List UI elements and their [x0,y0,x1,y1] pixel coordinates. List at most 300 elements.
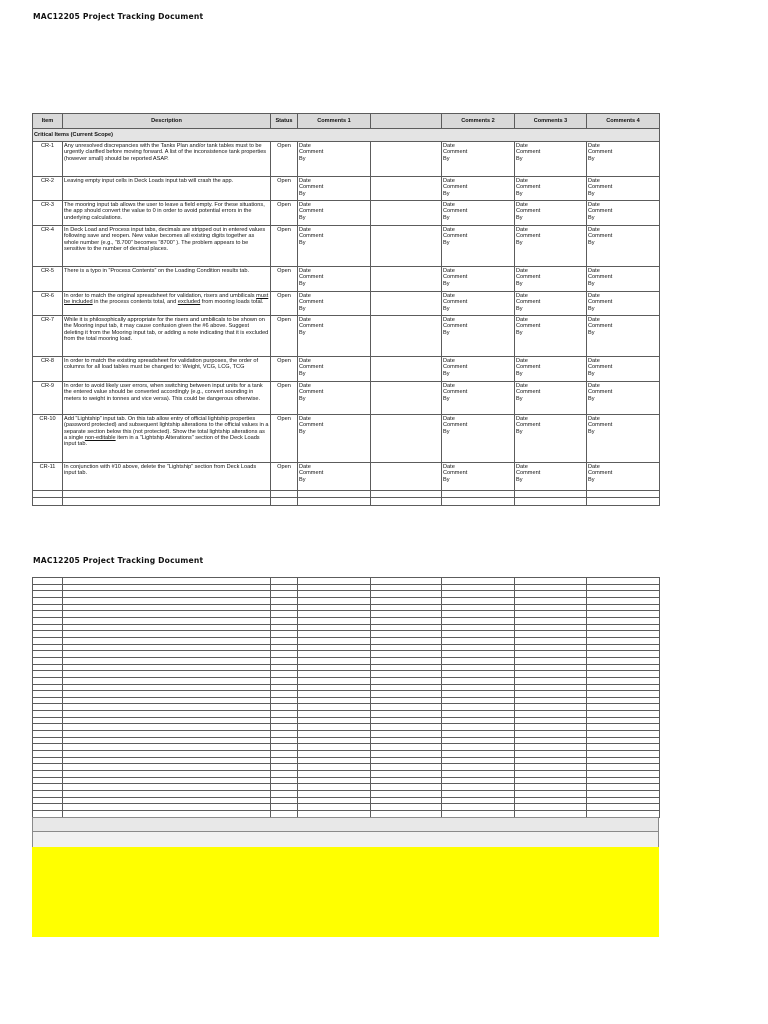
comment-label: Date [443,464,455,470]
comments-4-cell [587,142,660,177]
blank-cell [63,797,271,804]
blank-cell [587,631,660,638]
blank-cell [298,637,371,644]
blank-cell [442,597,515,604]
blank-cell [515,617,587,624]
blank-cell [271,751,298,758]
blank-cell [587,611,660,618]
blank-row [33,578,660,585]
blank-cell [271,777,298,784]
blank-cell [515,737,587,744]
header-item: Item [33,114,63,129]
comment-label: Comment [299,184,324,191]
comment-label: Date [299,227,311,233]
blank-cell [587,771,660,778]
blank-cell [271,744,298,751]
blank-cell [63,737,271,744]
blank-cell [587,624,660,631]
comments-3-cell [515,316,587,357]
blank-cell [271,597,298,604]
comments-3-cell [515,415,587,463]
blank-cell [587,791,660,798]
comment-label: Comment [443,389,468,396]
blank-row [33,637,660,644]
comment-label: Date [443,178,455,184]
comment-label: Date [443,317,455,323]
blank-cell [33,731,63,738]
comment-label: By [299,428,306,435]
blank-cell [33,651,63,658]
description-text: in the process contents total, and [92,299,178,306]
comment-label: By [516,370,523,377]
comments-2-cell [442,357,515,382]
blank-cell [298,657,371,664]
comment-label: Date [516,227,528,233]
comments-1-cell [298,292,371,316]
item-cell: CR-10 [33,415,63,463]
empty-cell [63,491,271,498]
blank-cell [63,757,271,764]
blank-cell [515,744,587,751]
empty-cell [515,498,587,506]
blank-cell [371,651,442,658]
blank-cell [271,651,298,658]
blank-row [33,784,660,791]
comment-label: Comment [299,208,324,215]
blank-cell [298,631,371,638]
blank-cell [33,624,63,631]
comments-4-cell [587,201,660,226]
blank-cell [442,664,515,671]
comment-label: Date [299,178,311,184]
comment-label: By [516,155,523,162]
comment-label: By [516,329,523,336]
comment-label: Date [588,268,600,274]
status-cell: Open [271,201,298,226]
blank-cell [271,691,298,698]
yellow-highlight-block [32,847,659,937]
description-cell [63,226,271,267]
comment-label: Comment [588,149,613,156]
blank-cell [271,657,298,664]
comments-3-cell [515,267,587,292]
blank-cell [587,764,660,771]
comment-label: By [299,476,306,483]
blank-cell [515,691,587,698]
comment-label: Comment [588,208,613,215]
blank-cell [587,711,660,718]
comment-label: By [443,329,450,336]
comment-label: Comment [516,470,541,477]
blank-cell [33,578,63,585]
empty-cell [271,491,298,498]
status-cell: Open [271,142,298,177]
blank-cell [371,604,442,611]
comment-label: Date [299,464,311,470]
description-text: In Deck Load and Process input tabs, decimals are stripped out in entered values following save and reopen. New value becomes all existing digits together as whole number (e.g., “8.700” becomes “8700” ). The problem appears to be sensitive to the number of decimal places. [64,227,266,252]
table-row [33,292,660,316]
table-row [33,142,660,177]
comment-label: Date [588,416,600,422]
empty-cell [33,491,63,498]
blank-cell [442,604,515,611]
blank-cell [371,637,442,644]
description-text: Any unresolved discrepancies with the Tanks Plan and/or tank tables must to be urgently clarified before moving forward. A list of the inconsistence tank properties (however small) should be reported ASAP. [64,143,267,162]
comment-label: Date [443,358,455,364]
comment-label: By [588,428,595,435]
blank-row [33,791,660,798]
comment-label: Comment [299,389,324,396]
blank-cell [271,797,298,804]
comments-4-cell [587,316,660,357]
comment-label: Comment [443,422,468,429]
blank-cell [63,651,271,658]
blank-cell [371,797,442,804]
comment-label: By [299,239,306,246]
blank-cell [371,415,442,463]
blank-cell [298,757,371,764]
comments-1-cell [298,382,371,415]
blank-cell [298,684,371,691]
blank-cell [587,697,660,704]
blank-cell [298,704,371,711]
comment-label: By [516,239,523,246]
blank-cell [63,617,271,624]
description-cell [63,142,271,177]
comment-label: By [443,370,450,377]
blank-cell [442,704,515,711]
comments-2-cell [442,267,515,292]
blank-cell [515,578,587,585]
comment-label: By [588,305,595,312]
comment-label: Comment [516,389,541,396]
comments-3-cell [515,463,587,491]
blank-row [33,657,660,664]
blank-cell [442,744,515,751]
blank-cell [63,771,271,778]
blank-cell [371,697,442,704]
blank-cell [515,751,587,758]
status-cell: Open [271,463,298,491]
description-text: item in a “Lightship Alterations” section of the Deck Loads input tab. [64,434,260,448]
blank-cell [515,777,587,784]
blank-cell [442,637,515,644]
blank-cell [371,382,442,415]
blank-cell [298,751,371,758]
comment-label: Comment [299,323,324,330]
empty-cell [33,498,63,506]
blank-cell [63,624,271,631]
table-row [33,463,660,491]
blank-cell [442,771,515,778]
comment-label: By [443,239,450,246]
blank-cell [371,757,442,764]
blank-cell [587,804,660,811]
blank-cell [33,677,63,684]
comment-label: Date [588,358,600,364]
table-row [33,267,660,292]
blank-cell [33,724,63,731]
blank-row [33,704,660,711]
status-cell: Open [271,267,298,292]
blank-cell [33,804,63,811]
comment-label: By [588,370,595,377]
table-row [33,415,660,463]
comment-label: Date [299,143,311,149]
comment-label: By [516,395,523,402]
blank-cell [371,142,442,177]
blank-cell [371,737,442,744]
blank-cell [442,784,515,791]
blank-cell [587,717,660,724]
blank-cell [371,717,442,724]
blank-row [33,591,660,598]
blank-cell [371,578,442,585]
description-text: There is a typo in “Process Contents” on the Loading Condition results tab. [64,268,250,274]
grey-summary-band-2 [32,832,659,847]
blank-cell [587,604,660,611]
comments-1-cell [298,267,371,292]
status-cell: Open [271,382,298,415]
blank-cell [298,651,371,658]
blank-cell [271,711,298,718]
blank-cell [371,292,442,316]
comment-label: Comment [516,323,541,330]
blank-cell [442,697,515,704]
empty-row [33,491,660,498]
blank-cell [442,731,515,738]
blank-cell [271,764,298,771]
status-cell: Open [271,292,298,316]
comment-label: By [443,476,450,483]
blank-cell [271,717,298,724]
description-cell [63,292,271,316]
blank-cell [63,731,271,738]
comments-4-cell [587,463,660,491]
blank-cell [515,677,587,684]
comment-label: By [299,395,306,402]
description-text: In order to match the existing spreadsheet for validation purposes, the order of columns for all load tables must be changed to: Weight, VCG, LCG, TCG [64,358,259,371]
blank-cell [63,657,271,664]
blank-cell [298,677,371,684]
item-cell: CR-11 [33,463,63,491]
blank-row [33,717,660,724]
comment-label: Date [516,416,528,422]
comments-2-cell [442,177,515,201]
blank-cell [371,664,442,671]
section-label: Critical Items (Current Scope) [33,129,660,142]
blank-cell [515,717,587,724]
blank-cell [442,671,515,678]
blank-cell [442,624,515,631]
blank-cell [63,644,271,651]
comment-label: By [299,370,306,377]
blank-cell [33,764,63,771]
blank-cell [442,677,515,684]
comment-label: By [443,305,450,312]
comments-4-cell [587,292,660,316]
comments-2-cell [442,415,515,463]
blank-cell [371,591,442,598]
comment-label: Date [588,464,600,470]
blank-cell [33,591,63,598]
blank-cell [515,784,587,791]
item-cell: CR-5 [33,267,63,292]
blank-row [33,711,660,718]
description-cell [63,267,271,292]
empty-cell [298,491,371,498]
header-comments-4: Comments 4 [587,114,660,129]
blank-cell [298,604,371,611]
blank-cell [298,611,371,618]
blank-cell [298,744,371,751]
blank-cell [63,777,271,784]
blank-cell [587,617,660,624]
blank-cell [298,731,371,738]
header-status: Status [271,114,298,129]
comment-label: Comment [516,274,541,281]
blank-cell [371,316,442,357]
comments-2-cell [442,463,515,491]
blank-cell [271,724,298,731]
blank-cell [371,657,442,664]
comment-label: Date [299,268,311,274]
blank-cell [515,797,587,804]
blank-cell [271,804,298,811]
status-cell: Open [271,357,298,382]
blank-cell [63,611,271,618]
description-text: In order to avoid likely user errors, when switching between input units for a tank the entered value should be converted accordingly (e.g., convert sounding in meters to weight in tonnes and vice versa). This could be dangerous otherwise. [64,383,263,402]
comment-label: Date [299,317,311,323]
comments-1-cell [298,463,371,491]
item-cell: CR-3 [33,201,63,226]
comment-label: By [588,155,595,162]
blank-cell [63,684,271,691]
comment-label: By [443,155,450,162]
blank-cell [371,771,442,778]
blank-cell [371,584,442,591]
blank-row [33,744,660,751]
comments-1-cell [298,316,371,357]
blank-cell [515,657,587,664]
comment-label: Comment [588,364,613,371]
blank-cell [33,617,63,624]
comment-label: Comment [516,184,541,191]
comments-3-cell [515,382,587,415]
blank-cell [515,631,587,638]
blank-cell [515,804,587,811]
underlined-text: must be included [64,293,269,306]
comment-label: Date [443,268,455,274]
comment-label: Comment [443,208,468,215]
comments-3-cell [515,142,587,177]
blank-cell [587,644,660,651]
blank-row [33,751,660,758]
blank-cell [33,744,63,751]
blank-cell [442,717,515,724]
comment-label: Date [588,383,600,389]
blank-cell [63,604,271,611]
comment-label: Date [299,293,311,299]
blank-cell [587,591,660,598]
blank-cell [33,771,63,778]
blank-cell [63,751,271,758]
comment-label: Comment [516,208,541,215]
comment-label: Date [299,358,311,364]
blank-cell [271,704,298,711]
description-text: from mooring loads total. [200,299,264,306]
comment-label: By [299,305,306,312]
blank-cell [63,677,271,684]
description-text: Leaving empty input cells in Deck Loads input tab will crash the app. [64,178,234,184]
comment-label: By [443,214,450,221]
blank-row [33,671,660,678]
blank-cell [442,737,515,744]
comment-label: Comment [299,470,324,477]
blank-cell [587,731,660,738]
tracking-table [32,113,660,506]
blank-cell [371,357,442,382]
comment-label: Comment [588,233,613,240]
blank-row [33,691,660,698]
empty-cell [371,498,442,506]
blank-cell [371,704,442,711]
comment-label: Date [588,227,600,233]
comment-label: Date [588,178,600,184]
blank-row [33,764,660,771]
comments-3-cell [515,226,587,267]
blank-cell [33,691,63,698]
item-cell: CR-8 [33,357,63,382]
blank-cell [442,691,515,698]
blank-cell [298,737,371,744]
comments-4-cell [587,267,660,292]
description-cell [63,357,271,382]
blank-cell [63,711,271,718]
blank-row [33,737,660,744]
comment-label: By [516,280,523,287]
blank-cell [271,631,298,638]
blank-cell [371,177,442,201]
blank-cell [298,591,371,598]
comments-3-cell [515,357,587,382]
blank-cell [371,226,442,267]
comment-label: Comment [443,299,468,306]
blank-cell [587,584,660,591]
blank-cell [271,664,298,671]
description-cell [63,415,271,463]
comment-label: Date [443,416,455,422]
blank-cell [442,751,515,758]
blank-cell [298,791,371,798]
comment-label: Comment [516,299,541,306]
comment-label: Comment [443,184,468,191]
blank-cell [33,597,63,604]
blank-cell [298,697,371,704]
blank-cell [515,791,587,798]
blank-cell [271,731,298,738]
blank-cell [33,604,63,611]
table-row [33,201,660,226]
comment-label: By [299,280,306,287]
description-cell [63,463,271,491]
blank-cell [515,584,587,591]
empty-cell [442,498,515,506]
blank-cell [63,697,271,704]
blank-cell [371,617,442,624]
blank-cell [371,671,442,678]
comment-label: By [516,428,523,435]
